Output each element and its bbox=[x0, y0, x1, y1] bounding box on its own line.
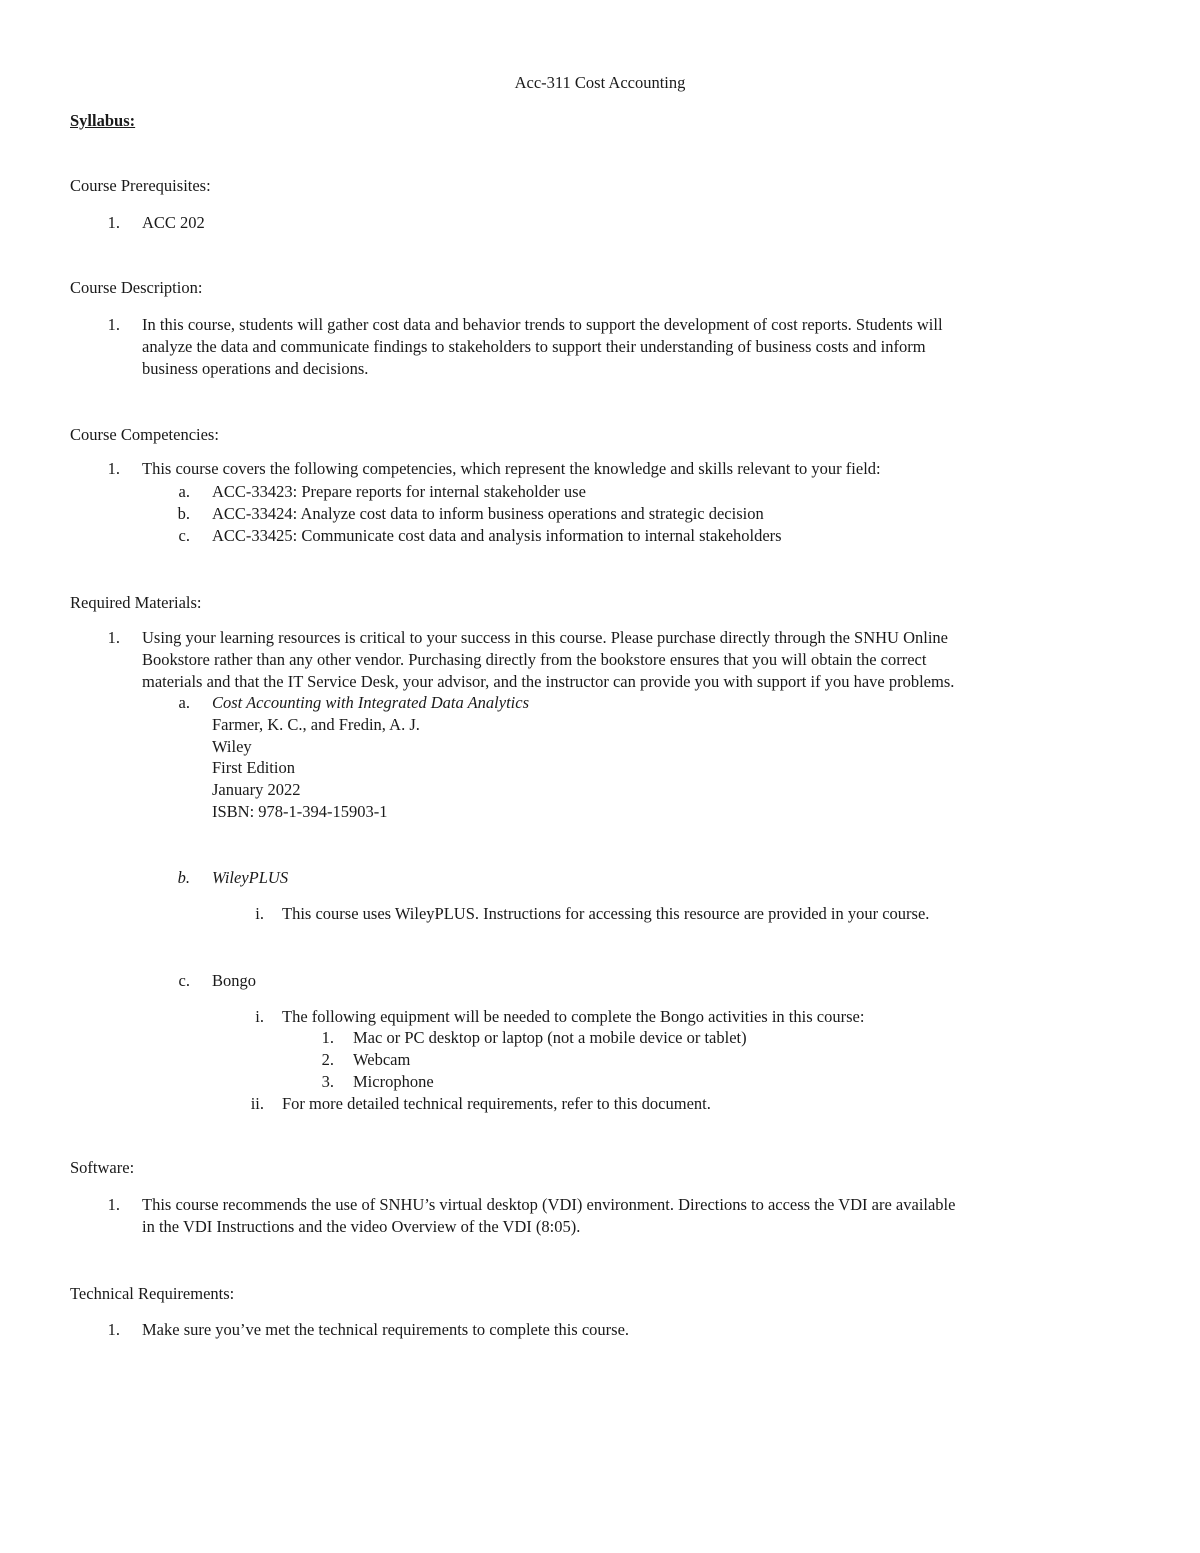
prerequisites-heading: Course Prerequisites: bbox=[70, 176, 211, 195]
competency-item: ACC-33425: Communicate cost data and analysis information to internal stakeholders bbox=[212, 526, 782, 545]
equipment-number: 1. bbox=[321, 1028, 334, 1047]
book-isbn: ISBN: 978-1-394-15903-1 bbox=[212, 802, 388, 821]
wileyplus-letter: b. bbox=[177, 868, 190, 887]
book-letter: a. bbox=[178, 693, 190, 712]
equipment-item: Mac or PC desktop or laptop (not a mobile device or tablet) bbox=[353, 1028, 747, 1047]
technical-number: 1. bbox=[107, 1320, 120, 1339]
book-title: Cost Accounting with Integrated Data Analytics bbox=[212, 693, 529, 712]
description-line: business operations and decisions. bbox=[142, 359, 369, 378]
bongo-sub-ii-number: ii. bbox=[250, 1094, 264, 1113]
description-number: 1. bbox=[107, 315, 120, 334]
competencies-intro: This course covers the following competencies, which represent the knowledge and skills relevant to your field: bbox=[142, 459, 881, 478]
wileyplus-sub-number: i. bbox=[255, 904, 264, 923]
equipment-item: Microphone bbox=[353, 1072, 434, 1091]
bongo-letter: c. bbox=[178, 971, 190, 990]
book-publisher: Wiley bbox=[212, 737, 252, 756]
competency-letter: b. bbox=[177, 504, 190, 523]
competencies-heading: Course Competencies: bbox=[70, 425, 219, 444]
software-line: This course recommends the use of SNHU’s virtual desktop (VDI) environment. Directions to access the VDI are available bbox=[142, 1195, 956, 1214]
competencies-number: 1. bbox=[107, 459, 120, 478]
description-heading: Course Description: bbox=[70, 278, 203, 297]
competency-letter: c. bbox=[178, 526, 190, 545]
book-edition: First Edition bbox=[212, 758, 295, 777]
bongo-sub-i-text: The following equipment will be needed to complete the Bongo activities in this course: bbox=[282, 1007, 865, 1026]
bongo-sub-ii-text: For more detailed technical requirements, refer to this document. bbox=[282, 1094, 711, 1113]
prerequisite-item: ACC 202 bbox=[142, 213, 205, 232]
bongo-sub-i-number: i. bbox=[255, 1007, 264, 1026]
wileyplus-title: WileyPLUS bbox=[212, 868, 289, 887]
syllabus-heading: Syllabus: bbox=[70, 111, 136, 130]
prerequisite-number: 1. bbox=[107, 213, 120, 232]
materials-heading: Required Materials: bbox=[70, 593, 202, 612]
software-heading: Software: bbox=[70, 1158, 135, 1177]
software-number: 1. bbox=[107, 1195, 120, 1214]
wileyplus-sub-text: This course uses WileyPLUS. Instructions for accessing this resource are provided in your course. bbox=[282, 904, 930, 923]
materials-line: Using your learning resources is critical to your success in this course. Please purchase directly through the SNHU Online bbox=[142, 628, 949, 647]
competency-item: ACC-33423: Prepare reports for internal stakeholder use bbox=[212, 482, 586, 501]
description-line: analyze the data and communicate findings to stakeholders to support their understanding of business costs and inform bbox=[142, 337, 926, 356]
equipment-item: Webcam bbox=[353, 1050, 411, 1069]
equipment-number: 2. bbox=[321, 1050, 334, 1069]
competency-letter: a. bbox=[178, 482, 190, 501]
document-title: Acc-311 Cost Accounting bbox=[514, 73, 686, 92]
materials-line: materials and that the IT Service Desk, your advisor, and the instructor can provide you with support if you have problems. bbox=[142, 672, 955, 691]
competency-item: ACC-33424: Analyze cost data to inform business operations and strategic decision bbox=[212, 504, 764, 523]
description-line: In this course, students will gather cost data and behavior trends to support the development of cost reports. Students will bbox=[142, 315, 943, 334]
materials-line: Bookstore rather than any other vendor. Purchasing directly from the bookstore ensures that you will obtain the correct bbox=[142, 650, 927, 669]
software-line: in the VDI Instructions and the video Overview of the VDI (8:05). bbox=[142, 1217, 581, 1236]
technical-text: Make sure you’ve met the technical requirements to complete this course. bbox=[142, 1320, 630, 1339]
bongo-title: Bongo bbox=[212, 971, 257, 990]
equipment-number: 3. bbox=[321, 1072, 334, 1091]
book-authors: Farmer, K. C., and Fredin, A. J. bbox=[212, 715, 420, 734]
materials-number: 1. bbox=[107, 628, 120, 647]
technical-heading: Technical Requirements: bbox=[70, 1284, 235, 1303]
book-date: January 2022 bbox=[212, 780, 301, 799]
